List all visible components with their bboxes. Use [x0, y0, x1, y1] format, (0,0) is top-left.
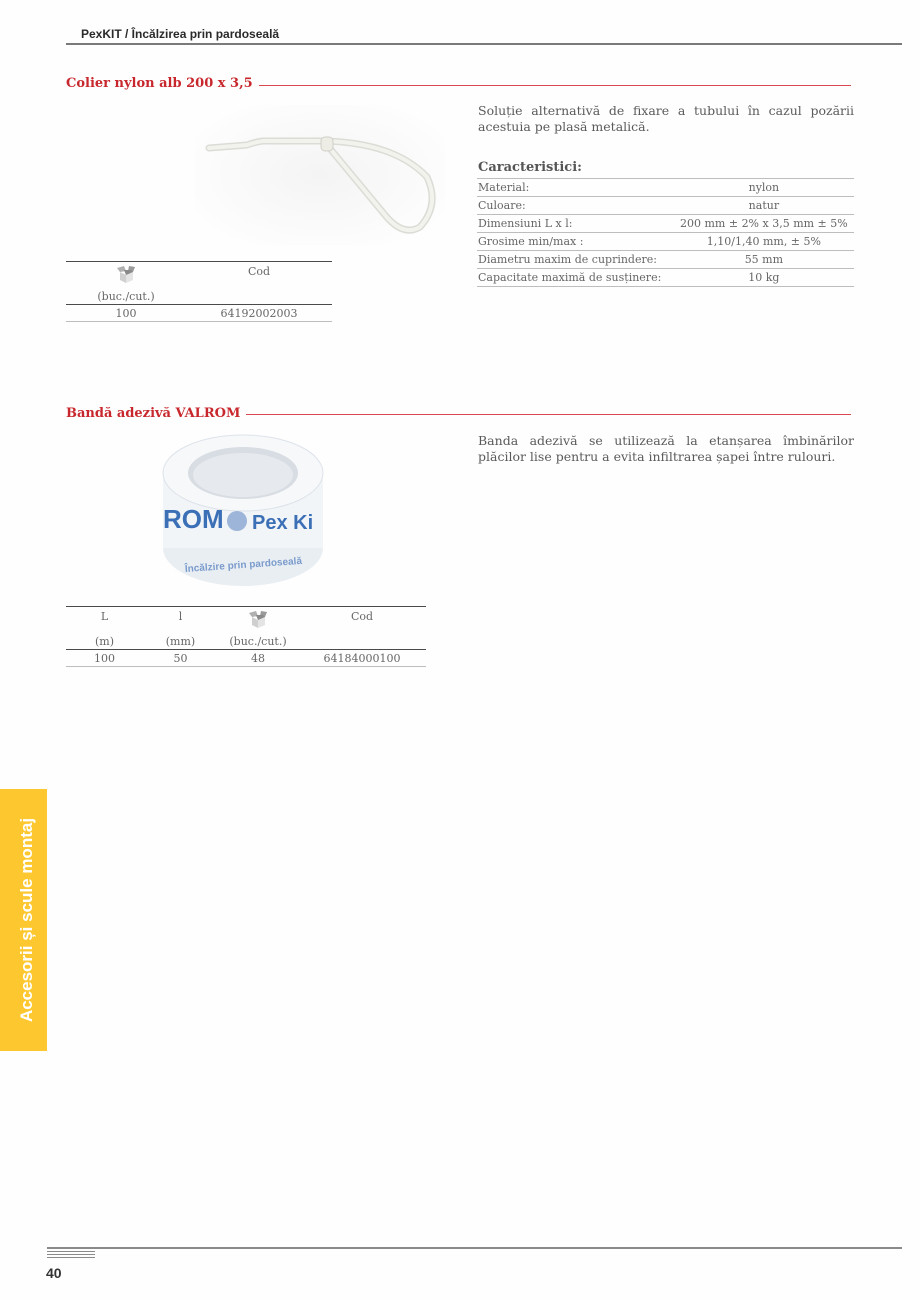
page-header-title: PexKIT / Încălzirea prin pardoseală: [81, 27, 280, 41]
footer-divider: [47, 1247, 902, 1249]
specs-title: Caracteristici:: [478, 160, 582, 175]
adhesive-tape-description: Banda adezivă se utilizează la etanșarea îmbinărilor plăcilor lise pentru a evita infiltrarea șapei între rulouri.: [478, 433, 854, 464]
cell-code: 64192002003: [186, 305, 332, 322]
cell-width: 50: [143, 650, 218, 667]
specs-table: [477, 178, 854, 287]
section-title-rule: [255, 85, 851, 86]
table-row: [66, 650, 426, 667]
col-unit: (buc./cut.): [66, 288, 186, 305]
spec-row: [477, 197, 854, 215]
tape-brand-text: ROM: [163, 504, 224, 534]
cell-length: 100: [66, 650, 143, 667]
col-header-width: l: [143, 607, 218, 634]
spec-label: Dimensiuni L x l:: [477, 215, 674, 233]
tape-product-text: Pex Ki: [252, 512, 314, 534]
spec-value: 55 mm: [674, 251, 854, 269]
col-unit: (m): [66, 633, 143, 650]
adhesive-tape-image: [155, 428, 330, 593]
spec-value: 10 kg: [674, 269, 854, 287]
box-icon: [246, 609, 270, 629]
spec-row: [477, 233, 854, 251]
cable-tie-order-table: [66, 261, 332, 322]
spec-value: natur: [674, 197, 854, 215]
col-header-cod: Cod: [298, 607, 426, 634]
header-divider: [66, 43, 902, 45]
spec-row: [477, 251, 854, 269]
col-unit: (buc./cut.): [218, 633, 298, 650]
col-unit: [186, 288, 332, 305]
spec-row: [477, 179, 854, 197]
spec-label: Culoare:: [477, 197, 674, 215]
spec-label: Capacitate maximă de susținere:: [477, 269, 674, 287]
box-header: [218, 607, 298, 634]
cell-qty: 100: [66, 305, 186, 322]
cable-tie-description: Soluție alternativă de fixare a tubului în cazul pozării acestuia pe plasă metalică.: [478, 103, 854, 134]
box-header: [66, 262, 186, 289]
col-unit: (mm): [143, 633, 218, 650]
spec-label: Material:: [477, 179, 674, 197]
spec-value: nylon: [674, 179, 854, 197]
chapter-side-tab-label: Accesorii și scule montaj: [17, 817, 36, 1023]
box-icon: [114, 264, 138, 284]
cable-tie-image: [195, 105, 445, 245]
spec-value: 1,10/1,40 mm, ± 5%: [674, 233, 854, 251]
spec-label: Diametru maxim de cuprindere:: [477, 251, 674, 269]
section-title-adhesive-tape: Bandă adezivă VALROM: [66, 406, 246, 421]
page-number: 40: [46, 1265, 62, 1281]
cell-code: 64184000100: [298, 650, 426, 667]
table-row: [66, 305, 332, 322]
footer-decoration: [47, 1251, 95, 1260]
col-header-cod: Cod: [186, 262, 332, 289]
col-header-length: L: [66, 607, 143, 634]
spec-label: Grosime min/max :: [477, 233, 674, 251]
spec-row: [477, 215, 854, 233]
spec-value: 200 mm ± 2% x 3,5 mm ± 5%: [674, 215, 854, 233]
spec-row: [477, 269, 854, 287]
tape-tagline-text: Încălzire prin pardoseală: [184, 555, 303, 576]
cell-qty: 48: [218, 650, 298, 667]
col-unit: [298, 633, 426, 650]
section-title-rule: [240, 414, 851, 415]
adhesive-tape-order-table: [66, 606, 426, 667]
section-title-cable-tie: Colier nylon alb 200 x 3,5: [66, 76, 259, 91]
